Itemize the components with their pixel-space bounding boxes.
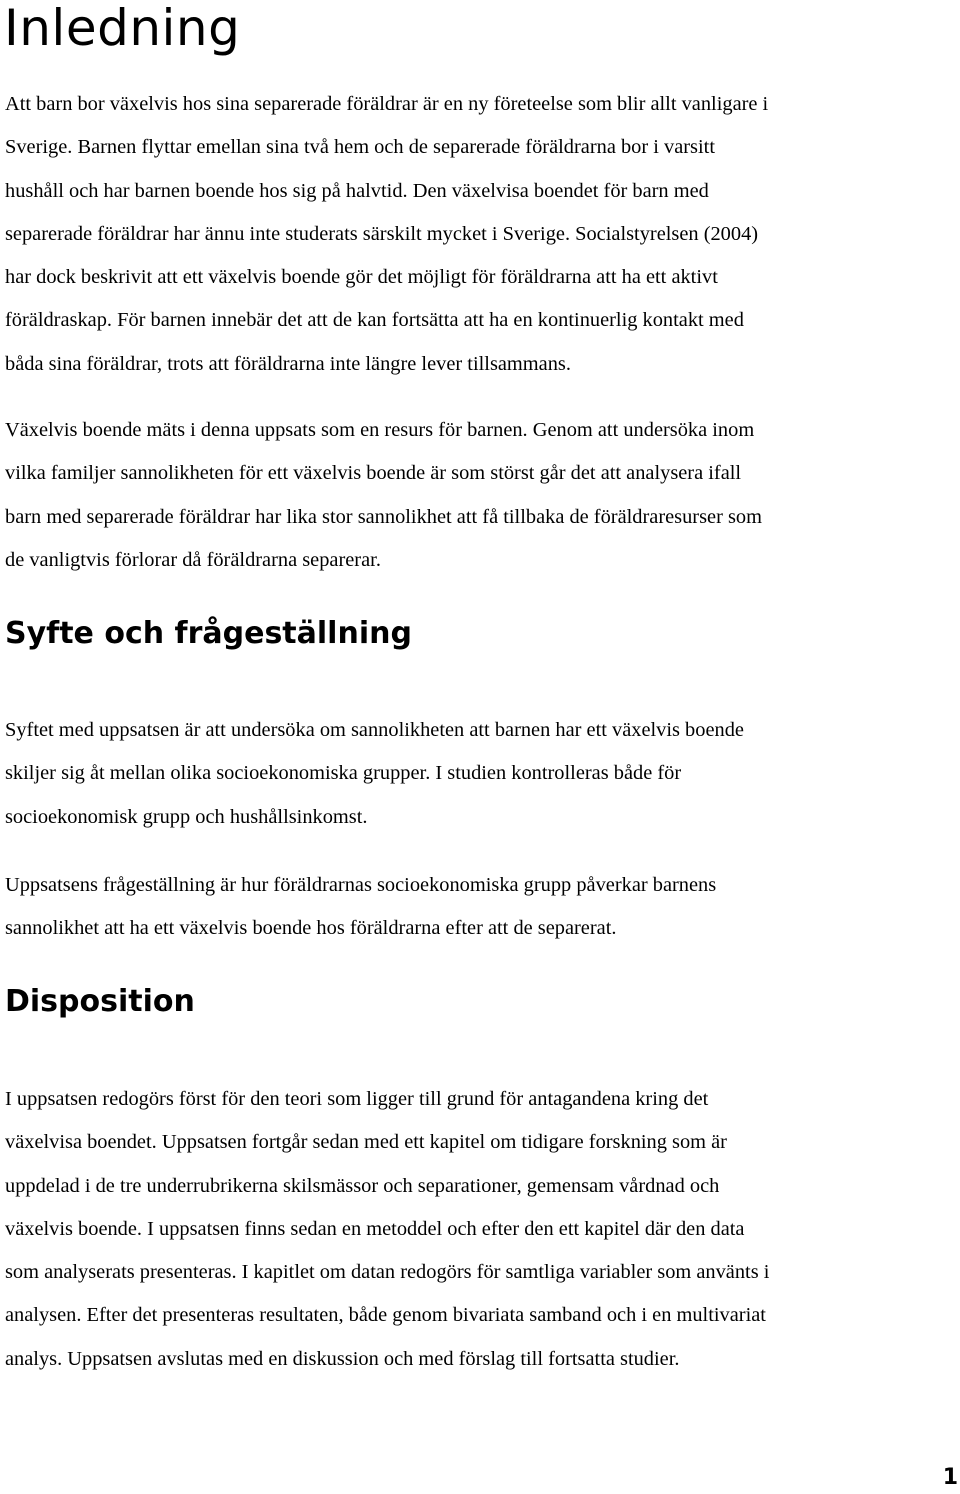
text-line: barn med separerade föräldrar har lika stor sannolikhet att få tillbaka de föräldraresurser som <box>5 505 762 528</box>
text-line: separerade föräldrar har ännu inte studerats särskilt mycket i Sverige. Socialstyrelsen (2004) <box>5 222 759 245</box>
intro-paragraph-2 <box>5 409 955 582</box>
text-line: som analyserats presenteras. I kapitlet om datan redogörs för samtliga variabler som använts i <box>5 1261 770 1284</box>
text-line: Syftet med uppsatsen är att undersöka om sannolikheten att barnen har ett växelvis boende <box>5 719 744 741</box>
text-line: växelvis boende. I uppsatsen finns sedan en metoddel och efter den ett kapitel där den data <box>5 1217 745 1240</box>
syfte-paragraph-2 <box>5 864 955 951</box>
text-line: Att barn bor växelvis hos sina separerade föräldrar är en ny företeelse som blir allt vanligare i <box>5 93 769 115</box>
text-line: analys. Uppsatsen avslutas med en diskussion och med förslag till fortsatta studier. <box>5 1347 680 1370</box>
text-line: föräldraskap. För barnen innebär det att de kan fortsätta att ha en kontinuerlig kontakt med <box>5 309 744 332</box>
text-line: Växelvis boende mäts i denna uppsats som en resurs för barnen. Genom att undersöka inom <box>5 419 755 441</box>
text-line: Uppsatsens frågeställning är hur föräldrarnas socioekonomiska grupp påverkar barnens <box>5 874 717 896</box>
text-line: vilka familjer sannolikheten för ett växelvis boende är som störst går det att analysera ifall <box>5 462 742 485</box>
text-line: I uppsatsen redogörs först för den teori som ligger till grund för antagandena kring det <box>5 1088 709 1110</box>
page-title: Inledning <box>4 0 241 57</box>
page-number: 1 <box>942 1465 958 1490</box>
text-line: skiljer sig åt mellan olika socioekonomiska grupper. I studien kontrolleras både för <box>5 762 682 785</box>
text-line: har dock beskrivit att ett växelvis boende gör det möjligt för föräldrarna att ha ett aktivt <box>5 266 718 289</box>
section-heading-disposition: Disposition <box>5 984 195 1019</box>
syfte-paragraph-1 <box>5 709 955 839</box>
text-line: sannolikhet att ha ett växelvis boende hos föräldrarna efter att de separerat. <box>5 917 617 940</box>
text-line: socioekonomisk grupp och hushållsinkomst. <box>5 805 368 828</box>
text-line: de vanligtvis förlorar då föräldrarna separerar. <box>5 548 381 571</box>
text-line: hushåll och har barnen boende hos sig på halvtid. Den växelvisa boendet för barn med <box>5 179 709 202</box>
text-line: Sverige. Barnen flyttar emellan sina två hem och de separerade föräldrarna bor i varsitt <box>5 136 715 159</box>
text-line: båda sina föräldrar, trots att föräldrarna inte längre lever tillsammans. <box>5 352 571 375</box>
section-heading-syfte: Syfte och frågeställning <box>5 616 412 651</box>
text-line: växelvisa boendet. Uppsatsen fortgår sedan med ett kapitel om tidigare forskning som är <box>5 1131 727 1154</box>
intro-paragraph-1 <box>5 83 955 386</box>
text-line: uppdelad i de tre underrubrikerna skilsmässor och separationer, gemensam vårdnad och <box>5 1174 720 1197</box>
text-line: analysen. Efter det presenteras resultaten, både genom bivariata samband och i en multivariat <box>5 1304 766 1327</box>
disposition-paragraph <box>5 1078 955 1381</box>
